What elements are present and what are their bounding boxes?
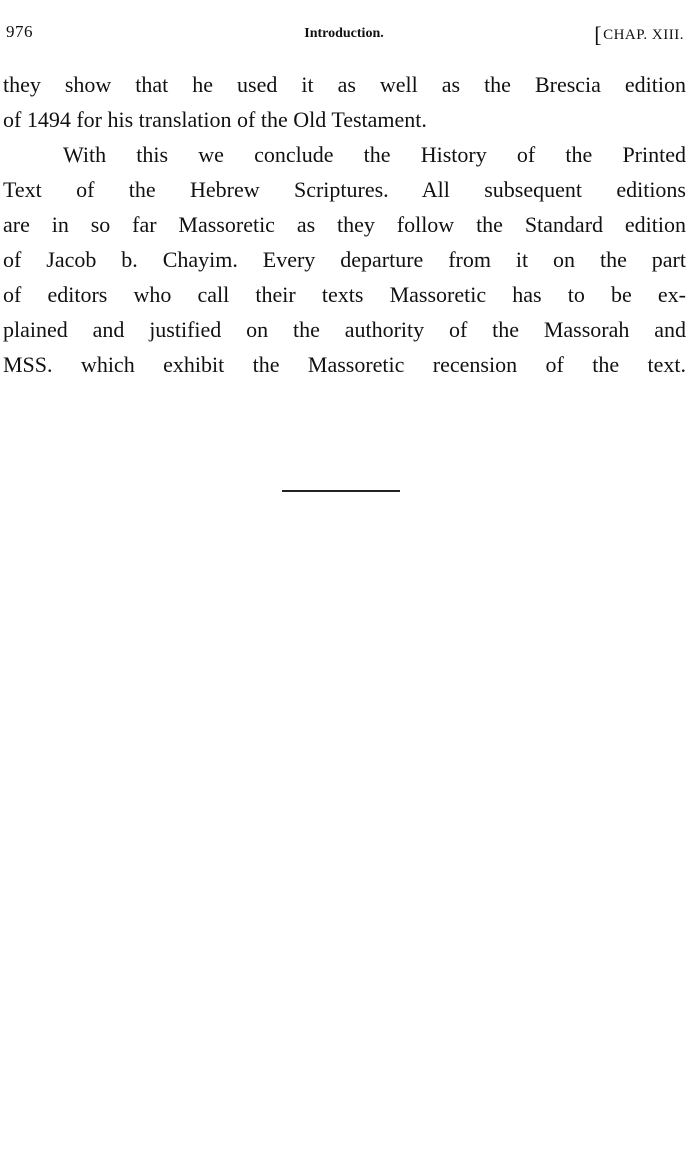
page-number: 976 xyxy=(6,22,33,41)
text-line: With this we conclude the History of the Printed xyxy=(63,142,686,167)
text-line: of Jacob b. Chayim. Every departure from it on the part xyxy=(3,247,686,272)
running-head xyxy=(4,22,684,48)
running-title: Introduction. xyxy=(304,26,384,41)
chapter-label: CHAP. XIII. xyxy=(603,27,684,43)
text-line: plained and justified on the authority of the Massorah and xyxy=(3,317,686,342)
text-line: of editors who call their texts Massoretic has to be ex- xyxy=(3,282,686,307)
chapter-reference xyxy=(594,22,684,48)
body-text xyxy=(3,67,686,382)
text-line: of 1494 for his translation of the Old Testament. xyxy=(3,107,427,132)
text-line: MSS. which exhibit the Massoretic recension of the text. xyxy=(3,352,686,377)
text-line: they show that he used it as well as the Brescia edition xyxy=(3,72,686,97)
text-line: Text of the Hebrew Scriptures. All subsequent editions xyxy=(3,177,686,202)
section-end-rule xyxy=(282,490,400,492)
chapter-bracket: [ xyxy=(594,22,603,47)
text-line: are in so far Massoretic as they follow the Standard edition xyxy=(3,212,686,237)
